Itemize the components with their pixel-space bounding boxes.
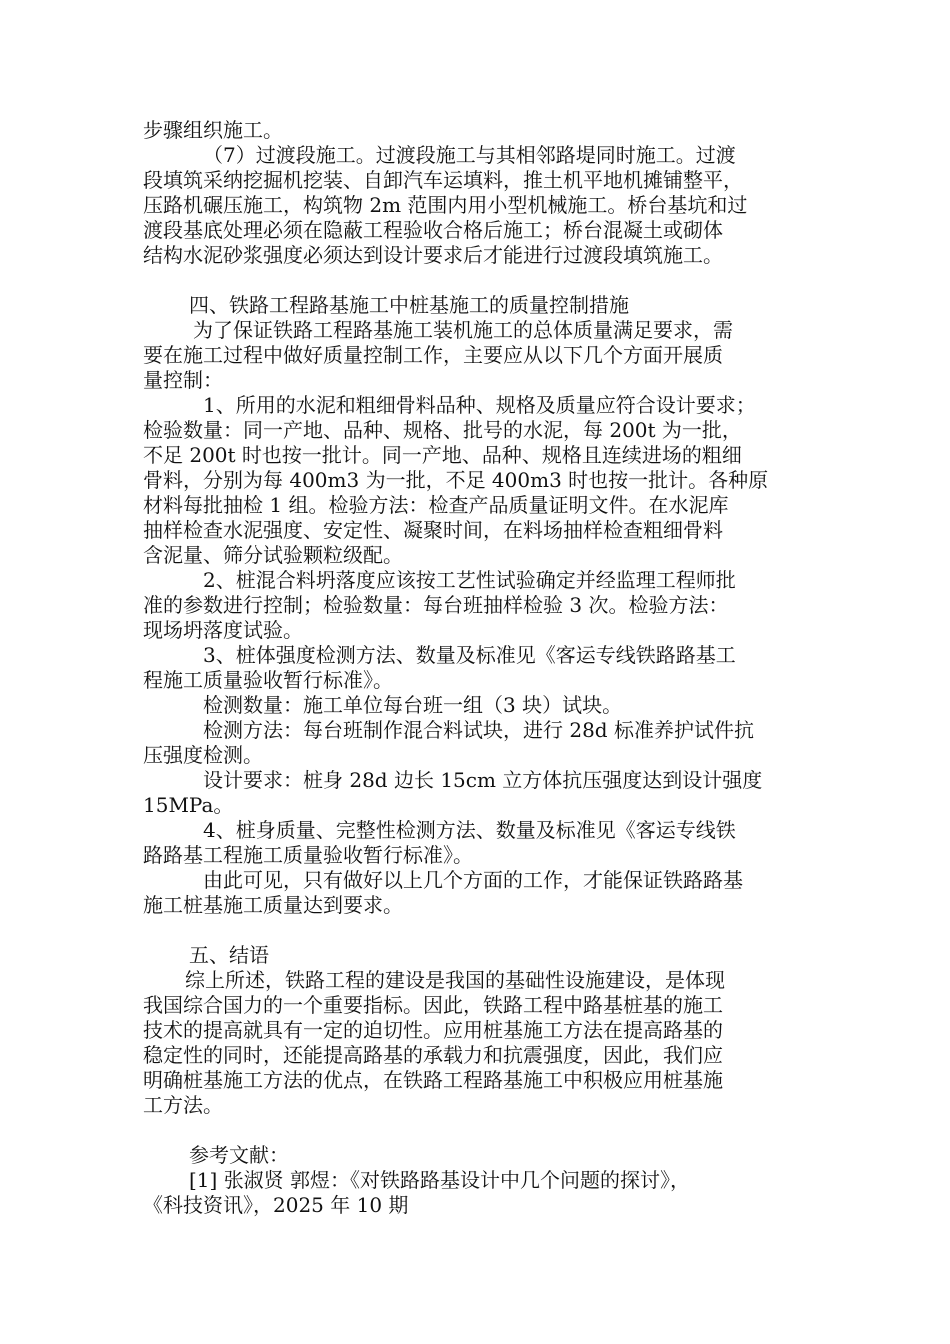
paragraph-test-method-body: [143, 743, 811, 768]
paragraph-test-quantity: [143, 693, 811, 718]
text-line: 稳定性的同时，还能提高路基的承载力和抗震强度，因此，我们应: [143, 1043, 723, 1067]
paragraph-item-3-first: [143, 643, 811, 668]
heading-text: 五、结语: [189, 943, 269, 967]
paragraph-item-2-first: [143, 568, 811, 593]
text-line: 检验数量：同一产地、品种、规格、批号的水泥，每 200t 为一批，: [143, 418, 742, 442]
text-line: 施工桩基施工质量达到要求。: [143, 893, 403, 917]
paragraph-item-3-body: [143, 668, 811, 693]
blank-line: [143, 918, 811, 943]
text-line: 检测数量：施工单位每台班一组（3 块）试块。: [203, 693, 623, 717]
text-line: 结构水泥砂浆强度必须达到设计要求后才能进行过渡段填筑施工。: [143, 243, 723, 267]
text-line: 准的参数进行控制；检验数量：每台班抽样检验 3 次。检验方法：: [143, 593, 729, 617]
text-line: 工方法。: [143, 1093, 223, 1117]
paragraph-item-1-body: [143, 418, 811, 568]
blank-line: [143, 1118, 811, 1143]
paragraph-item-4-body: [143, 843, 811, 868]
paragraph-design-req-body: [143, 793, 811, 818]
text-line: 2、桩混合料坍落度应该按工艺性试验确定并经监理工程师批: [203, 568, 736, 592]
text-line: 段填筑采纳挖掘机挖装、自卸汽车运填料，推土机平地机摊铺整平，: [143, 168, 743, 192]
text-line: 设计要求：桩身 28d 边长 15cm 立方体抗压强度达到设计强度: [203, 768, 763, 792]
text-line: 技术的提高就具有一定的迫切性。应用桩基施工方法在提高路基的: [143, 1018, 723, 1042]
text-line: 检测方法：每台班制作混合料试块，进行 28d 标准养护试件抗: [203, 718, 754, 742]
text-line: 为了保证铁路工程路基施工装机施工的总体质量满足要求，需: [193, 318, 733, 342]
text-line: 材料每批抽检 1 组。检验方法：检查产品质量证明文件。在水泥库: [143, 493, 729, 517]
text-line: 明确桩基施工方法的优点，在铁路工程路基施工中积极应用桩基施: [143, 1068, 723, 1092]
heading-text: 四、铁路工程路基施工中桩基施工的质量控制措施: [189, 293, 629, 317]
paragraph-intro-first: [143, 318, 811, 343]
paragraph-design-req-first: [143, 768, 811, 793]
reference-item-1-first: [143, 1168, 811, 1193]
paragraph-continuation: [143, 118, 811, 143]
text-line: 抽样检查水泥强度、安定性、凝聚时间，在料场抽样检查粗细骨料: [143, 518, 723, 542]
text-line: （7）过渡段施工。过渡段施工与其相邻路堤同时施工。过渡: [203, 143, 736, 167]
text-line: 15MPa。: [143, 793, 234, 817]
references-heading: [143, 1143, 811, 1168]
text-line: 1、所用的水泥和粗细骨料品种、规格及质量应符合设计要求；: [203, 393, 756, 417]
paragraph-item-4-first: [143, 818, 811, 843]
paragraph-item-1-first: [143, 393, 811, 418]
heading-text: 参考文献：: [189, 1143, 289, 1167]
text-line: 现场坍落度试验。: [143, 618, 303, 642]
paragraph-transition-section-body: [143, 168, 811, 268]
text-line: 由此可见，只有做好以上几个方面的工作，才能保证铁路路基: [203, 868, 743, 892]
paragraph-summary-body: [143, 893, 811, 918]
text-line: 含泥量、筛分试验颗粒级配。: [143, 543, 403, 567]
text-line: 渡段基底处理必须在隐蔽工程验收合格后施工；桥台混凝土或砌体: [143, 218, 723, 242]
text-line: 《科技资讯》，2025 年 10 期: [143, 1193, 409, 1217]
text-line: 量控制：: [143, 368, 223, 392]
text-line: 要在施工过程中做好质量控制工作，主要应从以下几个方面开展质: [143, 343, 723, 367]
paragraph-conclusion-first: [143, 968, 811, 993]
paragraph-intro-body: [143, 343, 811, 393]
text-line: 压路机碾压施工，构筑物 2m 范围内用小型机械施工。桥台基坑和过: [143, 193, 748, 217]
text-line: 3、桩体强度检测方法、数量及标准见《客运专线铁路路基工: [203, 643, 736, 667]
text-line: 骨料，分别为每 400m3 为一批，不足 400m3 时也按一批计。各种原: [143, 468, 769, 492]
text-line: 压强度检测。: [143, 743, 263, 767]
text-line: 综上所述，铁路工程的建设是我国的基础性设施建设，是体现: [185, 968, 725, 992]
section-heading-4: [143, 293, 811, 318]
paragraph-conclusion-body: [143, 993, 811, 1118]
section-heading-5: [143, 943, 811, 968]
paragraph-item-2-body: [143, 593, 811, 643]
text-line: 步骤组织施工。: [143, 118, 283, 142]
document-page: [143, 118, 811, 1218]
paragraph-transition-section: [143, 143, 811, 168]
paragraph-summary-first: [143, 868, 811, 893]
text-line: 路路基工程施工质量验收暂行标准》。: [143, 843, 473, 867]
text-line: [1] 张淑贤 郭煜：《对铁路路基设计中几个问题的探讨》，: [189, 1168, 691, 1192]
reference-item-1-body: [143, 1193, 811, 1218]
text-line: 我国综合国力的一个重要指标。因此，铁路工程中路基桩基的施工: [143, 993, 723, 1017]
text-line: 不足 200t 时也按一批计。同一产地、品种、规格且连续进场的粗细: [143, 443, 742, 467]
blank-line: [143, 268, 811, 293]
text-line: 程施工质量验收暂行标准》。: [143, 668, 393, 692]
paragraph-test-method-first: [143, 718, 811, 743]
text-line: 4、桩身质量、完整性检测方法、数量及标准见《客运专线铁: [203, 818, 736, 842]
